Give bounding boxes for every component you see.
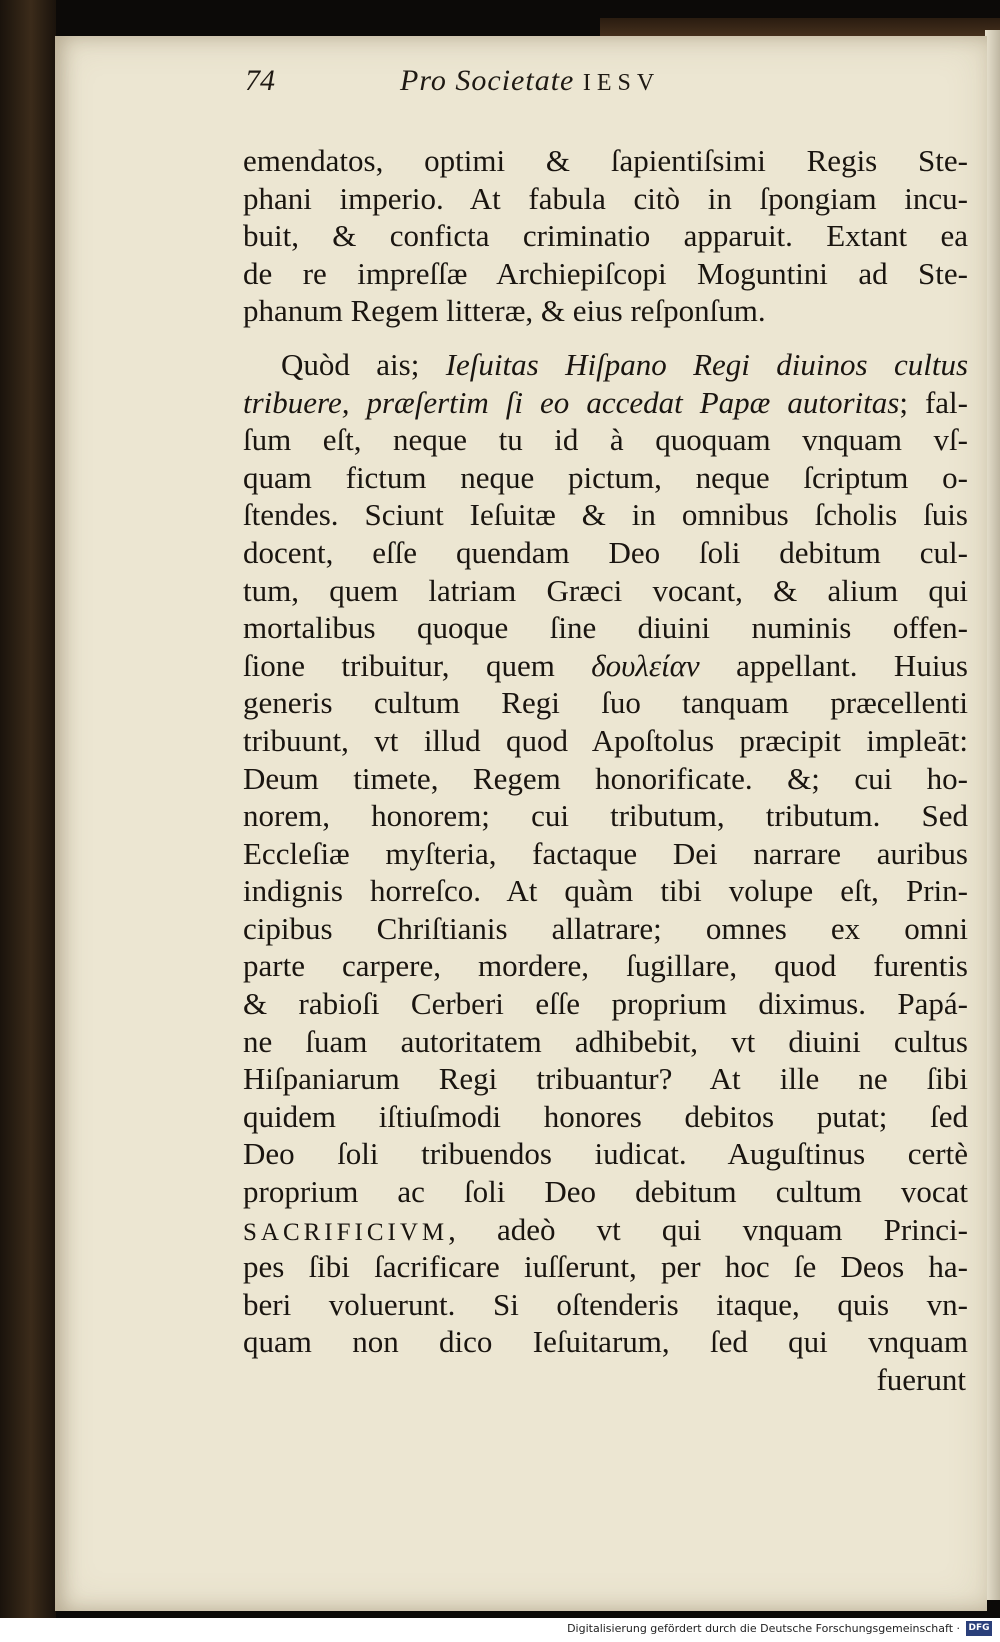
dfg-logo: DFG xyxy=(966,1621,992,1636)
text-line: emendatos, optimi & ſapientiſsimi Regis Ste- xyxy=(243,143,968,178)
text-line: pes ſibi ſacrificare iuſſerunt, per hoc ſe Deos ha- xyxy=(243,1249,968,1285)
text-line: phanum Regem litteræ, & eius reſponſum. xyxy=(243,293,766,329)
text-segment: Quòd ais; xyxy=(281,346,446,382)
text-line: parte carpere, mordere, ſugillare, quod furentis xyxy=(243,948,968,984)
text-line: mortalibus quoque ſine diuini numinis offen- xyxy=(243,610,968,646)
paragraph-gap xyxy=(243,330,968,346)
text-line: Deo ſoli tribuendos iudicat. Auguſtinus certè xyxy=(243,1136,968,1172)
text-line xyxy=(243,647,968,685)
text-segment-italic: tribuere, præſertim ſi eo accedat Papæ autoritas xyxy=(243,384,900,420)
text-line: quam fictum neque pictum, neque ſcriptum o- xyxy=(243,459,968,495)
text-segment-italic: Ieſuitas Hiſpano Regi diuinos cultus xyxy=(445,346,969,382)
text-line: ſum eſt, neque tu id à quoquam vnquam vſ- xyxy=(243,422,968,458)
text-line: beri voluerunt. Si oſtenderis itaque, quis vn- xyxy=(243,1286,968,1322)
running-title-main: Pro Societate xyxy=(400,64,583,97)
greek-word: δουλείαν xyxy=(591,647,700,683)
text-line: de re impreſſæ Archiepiſcopi Moguntini ad Ste- xyxy=(243,255,968,291)
page-number: 74 xyxy=(245,64,275,97)
body-text xyxy=(243,142,968,1399)
text-line: ſtendes. Sciunt Ieſuitæ & in omnibus ſcholis ſuis xyxy=(243,497,968,533)
text-line xyxy=(243,384,968,422)
text-line: docent, eſſe quendam Deo ſoli debitum cul- xyxy=(243,534,968,570)
text-line: cipibus Chriſtianis allatrare; omnes ex omni xyxy=(243,910,968,946)
running-title-caps: IESV xyxy=(582,70,661,96)
text-line: Hiſpaniarum Regi tribuantur? At ille ne ſibi xyxy=(243,1061,968,1097)
text-line: tum, quem latriam Græci vocant, & alium qui xyxy=(243,572,968,608)
text-line: quidem iſtiuſmodi honores debitos putat; ſed xyxy=(243,1098,968,1134)
text-line: norem, honorem; cui tributum, tributum. Sed xyxy=(243,798,968,834)
digitization-footer xyxy=(0,1618,1000,1642)
text-line: proprium ac ſoli Deo debitum cultum vocat xyxy=(243,1174,968,1210)
footer-credit: Digitalisierung gefördert durch die Deutsche Forschungsgemeinschaft · xyxy=(567,1622,960,1635)
text-segment: appellant. Huius xyxy=(699,647,968,683)
text-line: phani imperio. At fabula citò in ſpongiam incu- xyxy=(243,180,968,216)
text-line: & rabioſi Cerberi eſſe proprium diximus. Papá- xyxy=(243,986,968,1022)
text-segment: ; fal- xyxy=(899,384,968,420)
text-line: quam non dico Ieſuitarum, ſed qui vnquam xyxy=(243,1324,968,1360)
page-fore-edge xyxy=(985,30,1000,1600)
running-head-area xyxy=(195,64,975,112)
text-line: indignis horreſco. At quàm tibi volupe eſt, Prin- xyxy=(243,873,968,909)
text-line xyxy=(243,1211,968,1249)
text-line: Eccleſiæ myſteria, factaque Dei narrare auribus xyxy=(243,835,968,871)
text-line: Deum timete, Regem honorificate. &; cui ho- xyxy=(243,760,968,796)
text-line xyxy=(243,346,968,384)
text-line: ne ſuam autoritatem adhibebit, vt diuini cultus xyxy=(243,1023,968,1059)
text-segment-smallcaps: SACRIFICIVM xyxy=(243,1218,449,1246)
text-segment: , adeò vt qui vnquam Princi- xyxy=(448,1211,968,1247)
text-line: tribuunt, vt illud quod Apoſtolus præcipit impleāt: xyxy=(243,722,968,758)
catchword: fuerunt xyxy=(876,1362,966,1397)
text-line: buit, & confictа criminatio apparuit. Extant ea xyxy=(243,218,968,254)
running-head xyxy=(195,64,975,112)
book-spine-edge xyxy=(0,0,56,1642)
text-line: generis cultum Regi ſuo tanquam præcellenti xyxy=(243,685,968,721)
text-segment: ſione tribuitur, quem xyxy=(243,647,592,683)
running-title xyxy=(400,64,660,98)
